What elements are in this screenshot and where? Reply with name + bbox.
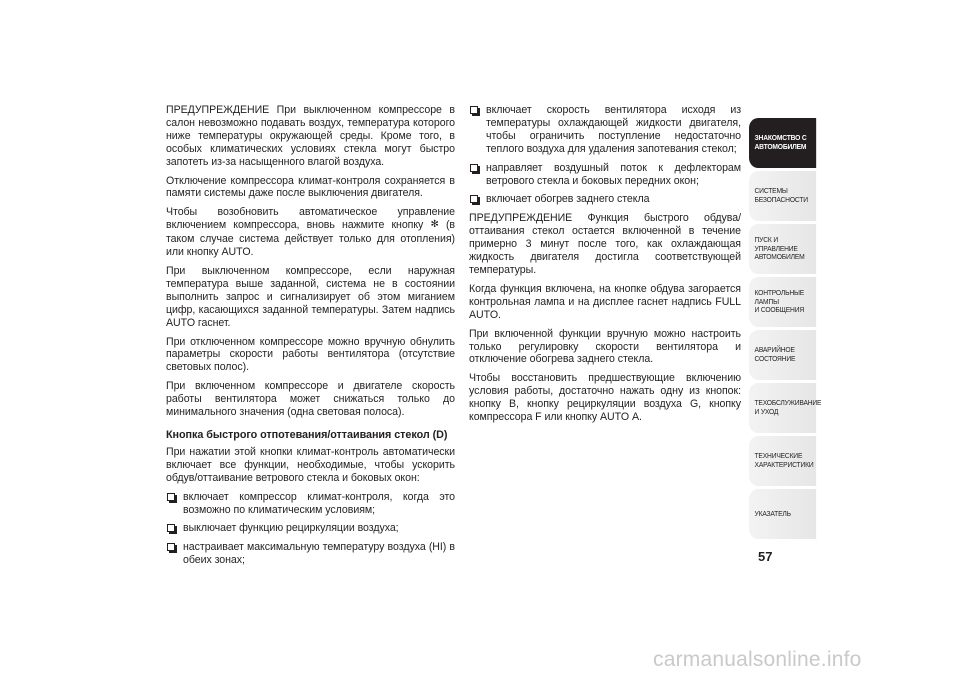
- checkbox-bullet-icon: [470, 106, 478, 114]
- tab-intro[interactable]: ЗНАКОМСТВО С АВТОМОБИЛЕМ: [749, 118, 816, 168]
- tab-index[interactable]: УКАЗАТЕЛЬ: [749, 489, 816, 539]
- tab-specifications[interactable]: ТЕХНИЧЕСКИЕ ХАРАКТЕРИСТИКИ: [749, 436, 816, 486]
- paragraph: При включенной функции вручную можно настроить только регулировку скорости вентилятора и отключение обогрева заднего стекла.: [469, 327, 741, 366]
- paragraph: При отключенном компрессоре можно вручную обнулить параметры скорости работы вентилятора (отсутствие световых полос).: [166, 335, 455, 374]
- warning-paragraph: ПРЕДУПРЕЖДЕНИЕ Функция быстрого обдува/оттаивания стекол остается включенной в течение примерно 3 минут после того, как охлаждающая жидкость двигателя достигла соответствующей температуры.: [469, 212, 741, 276]
- watermark: carmanualsonline.info: [653, 648, 862, 671]
- bullet-list: [469, 104, 741, 206]
- paragraph: Когда функция включена, на кнопке обдува загорается контрольная лампа и на дисплее гаснет надпись FULL AUTO.: [469, 282, 741, 321]
- tab-driving[interactable]: ПУСК И УПРАВЛЕНИЕ АВТОМОБИЛЕМ: [749, 224, 816, 274]
- chapter-tabs: [749, 118, 822, 542]
- checkbox-bullet-icon: [470, 195, 478, 203]
- section-heading: Кнопка быстрого отпотевания/оттаивания стекол (D): [166, 428, 448, 441]
- left-text-column: [166, 104, 455, 573]
- tab-warning-lights[interactable]: КОНТРОЛЬНЫЕ ЛАМПЫ И СООБЩЕНИЯ: [749, 277, 816, 327]
- list-item: направляет воздушный поток к дефлекторам ветрового стекла и боковых передних окон;: [469, 162, 741, 188]
- list-item: выключает функцию рециркуляции воздуха;: [166, 522, 455, 535]
- paragraph: Отключение компрессора климат-контроля сохраняется в памяти системы даже после выключения двигателя.: [166, 174, 455, 200]
- checkbox-bullet-icon: [167, 493, 175, 501]
- paragraph: При включенном компрессоре и двигателе скорость работы вентилятора может снижаться только до минимального значения (одна световая полоса).: [166, 380, 455, 419]
- bullet-list: [166, 491, 455, 568]
- paragraph: При нажатии этой кнопки климат-контроль автоматически включает все функции, необходимые, чтобы ускорить обдув/оттаивание ветрового стекла и боковых окон:: [166, 445, 455, 484]
- page-number: 57: [758, 549, 773, 564]
- warning-paragraph: ПРЕДУПРЕЖДЕНИЕ При выключенном компрессоре в салон невозможно подавать воздух, температура которого ниже температуры окружающей среды. Кроме того, в особых климатических условиях стекла могут быстро запотеть из-за насыщенного влагой воздуха.: [166, 104, 455, 168]
- checkbox-bullet-icon: [470, 164, 478, 172]
- list-item: настраивает максимальную температуру воздуха (HI) в обеих зонах;: [166, 541, 455, 567]
- tab-emergency[interactable]: АВАРИЙНОЕ СОСТОЯНИЕ: [749, 330, 816, 380]
- list-item: включает скорость вентилятора исходя из температуры охлаждающей жидкости двигателя, чтобы ограничить поступление недостаточно теплого воздуха для удаления запотевания стекол;: [469, 104, 741, 156]
- paragraph: Чтобы возобновить автоматическое управление включением компрессора, вновь нажмите кнопку ✻ (в таком случае система действует только для отопления) или кнопку AUTO.: [166, 206, 455, 259]
- tab-maintenance[interactable]: ТЕХОБСЛУЖИВАНИЕ И УХОД: [749, 383, 816, 433]
- checkbox-bullet-icon: [167, 543, 175, 551]
- paragraph: При выключенном компрессоре, если наружная температура выше заданной, система не в состоянии выполнить запрос и сигнализирует об этом миганием цифр, касающихся заданной температуры. Затем надпись AUTO гаснет.: [166, 264, 455, 329]
- right-text-column: [469, 104, 741, 430]
- list-item: включает обогрев заднего стекла: [469, 193, 741, 206]
- list-item: включает компрессор климат-контроля, когда это возможно по климатическим условиям;: [166, 491, 455, 517]
- paragraph: Чтобы восстановить предшествующие включению условия работы, достаточно нажать одну из кнопок: кнопку В, кнопку рециркуляции воздуха G, кнопку компрессора F или кнопку AUTO А.: [469, 372, 741, 424]
- tab-safety[interactable]: СИСТЕМЫ БЕЗОПАСНОСТИ: [749, 171, 816, 221]
- checkbox-bullet-icon: [167, 524, 175, 532]
- fan-snowflake-icon: ✻: [430, 219, 439, 231]
